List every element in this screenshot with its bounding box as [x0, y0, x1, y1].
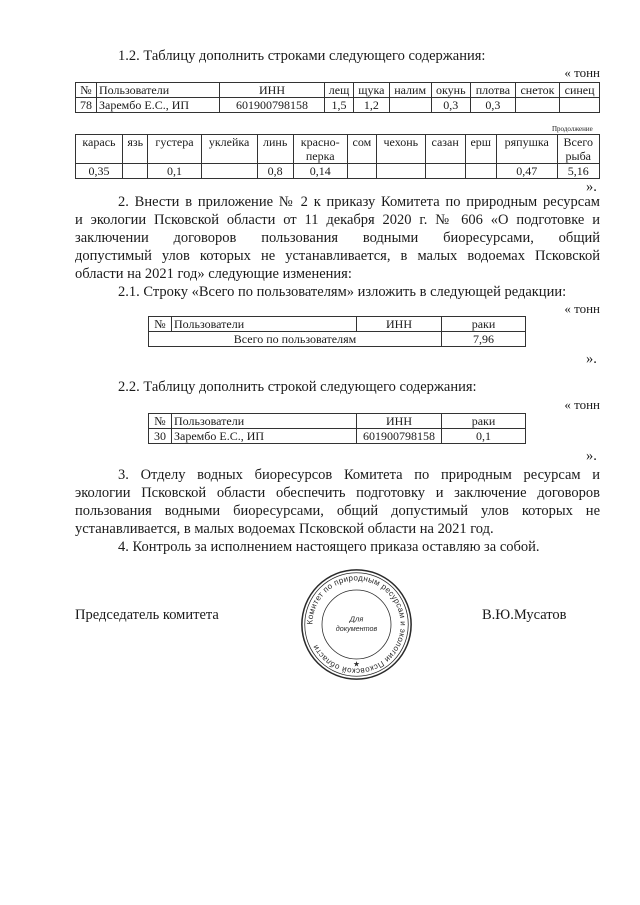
- table-row: [149, 429, 526, 444]
- col-carp: сазан: [425, 135, 465, 164]
- col-blue-bream: синец: [560, 83, 600, 98]
- col-total-fish: Всего рыба: [557, 135, 600, 164]
- table-header-row: [149, 317, 526, 332]
- svg-text:Комитет по природным ресурсам: Комитет по природным ресурсам и экологии Псковской области: [305, 573, 408, 676]
- paragraph-4: 4. Контроль за исполнением настоящего приказа оставляю за собой.: [118, 539, 540, 555]
- col-pike: щука: [354, 83, 390, 98]
- cell: 0,1: [442, 429, 526, 444]
- col-users: Пользователи: [172, 414, 357, 429]
- table-row: [76, 164, 600, 179]
- section-2-1-heading: 2.1. Строку «Всего по пользователям» изложить в следующей редакции:: [118, 284, 567, 300]
- cell: 0,3: [431, 98, 470, 113]
- col-inn: ИНН: [357, 414, 442, 429]
- fish-table-part2: [75, 134, 600, 179]
- table-header-row: [76, 135, 600, 164]
- paragraph-3-line-3: пользования водными биоресурсами, общий допустимый улов которых не: [75, 503, 600, 519]
- col-vendace: ряпушка: [496, 135, 557, 164]
- paragraph-2-line-3: заключении договоров пользования водными биоресурсами, общий: [75, 230, 600, 246]
- cell: [465, 164, 496, 179]
- col-crayfish: раки: [442, 414, 526, 429]
- table-row: [76, 98, 600, 113]
- cell: 30: [149, 429, 172, 444]
- col-tench: линь: [257, 135, 293, 164]
- cell: [515, 98, 559, 113]
- svg-text:документов: документов: [335, 625, 378, 634]
- cell: [376, 164, 425, 179]
- svg-text:Для: Для: [349, 614, 364, 624]
- col-inn: ИНН: [220, 83, 325, 98]
- col-ide: язь: [122, 135, 148, 164]
- col-crucian: карась: [76, 135, 123, 164]
- cell: [389, 98, 431, 113]
- cell: 601900798158: [220, 98, 325, 113]
- paragraph-2-line-4: допустимый улов которых не устанавливается, в малых водоемах Псковской: [75, 248, 600, 264]
- col-sabrefish: чехонь: [376, 135, 425, 164]
- svg-text:★: ★: [353, 659, 360, 669]
- cell: Зарембо Е.С., ИП: [172, 429, 357, 444]
- table-header-row: [76, 83, 600, 98]
- col-bream: лещ: [325, 83, 354, 98]
- paragraph-3-line-2: экологии Псковской области обеспечить подготовку и заключение договоров: [75, 485, 600, 501]
- cell: 1,5: [325, 98, 354, 113]
- col-users: Пользователи: [172, 317, 357, 332]
- total-value-cell: 7,96: [442, 332, 526, 347]
- paragraph-3-line-1: 3. Отделу водных биоресурсов Комитета по природным ресурсам и: [118, 467, 600, 483]
- col-number: №: [76, 83, 97, 98]
- col-rudd: красно- перка: [293, 135, 347, 164]
- col-bleak: уклейка: [201, 135, 257, 164]
- col-users: Пользователи: [97, 83, 220, 98]
- close-quote-1: ».: [586, 179, 597, 195]
- close-quote-3: ».: [586, 448, 597, 464]
- cell: 0,1: [148, 164, 201, 179]
- cell: 0,35: [76, 164, 123, 179]
- col-roach: плотва: [470, 83, 515, 98]
- cell: [122, 164, 148, 179]
- cell: 1,2: [354, 98, 390, 113]
- total-table: [148, 316, 526, 347]
- col-catfish: сом: [347, 135, 376, 164]
- col-burbot: налим: [389, 83, 431, 98]
- table-row: [149, 332, 526, 347]
- continuation-label: Продолжение: [552, 125, 593, 133]
- paragraph-3-line-4: устанавливается, в малых водоемах Псковской области на 2021 год.: [75, 521, 494, 537]
- close-quote-2: ».: [586, 351, 597, 367]
- col-ruffe: ерш: [465, 135, 496, 164]
- cell: Зарембо Е.С., ИП: [97, 98, 220, 113]
- paragraph-2-line-1: 2. Внести в приложение № 2 к приказу Комитета по природным ресурсам: [118, 194, 600, 210]
- signatory-name: В.Ю.Мусатов: [482, 607, 567, 623]
- col-smelt: снеток: [515, 83, 559, 98]
- cell: 0,3: [470, 98, 515, 113]
- cell: [560, 98, 600, 113]
- unit-label-3: « тонн: [564, 397, 600, 412]
- col-number: №: [149, 317, 172, 332]
- table-header-row: [149, 414, 526, 429]
- col-perch: окунь: [431, 83, 470, 98]
- col-silver-bream: густера: [148, 135, 201, 164]
- cell: [347, 164, 376, 179]
- cell: [201, 164, 257, 179]
- col-inn: ИНН: [357, 317, 442, 332]
- cell: 0,47: [496, 164, 557, 179]
- section-2-2-heading: 2.2. Таблицу дополнить строкой следующего содержания:: [118, 379, 477, 395]
- unit-label-1: « тонн: [564, 65, 600, 80]
- cell: 0,8: [257, 164, 293, 179]
- cell: 5,16: [557, 164, 600, 179]
- cell: 601900798158: [357, 429, 442, 444]
- total-label-cell: Всего по пользователям: [149, 332, 442, 347]
- official-stamp: [299, 567, 414, 682]
- addition-table: [148, 413, 526, 444]
- signatory-position: Председатель комитета: [75, 607, 219, 623]
- paragraph-2-line-2: и экологии Псковской области от 11 декабря 2020 г. № 606 «О подготовке и: [75, 212, 600, 228]
- cell: 0,14: [293, 164, 347, 179]
- unit-label-2: « тонн: [564, 301, 600, 316]
- fish-table-part1: [75, 82, 600, 113]
- col-number: №: [149, 414, 172, 429]
- cell: 78: [76, 98, 97, 113]
- col-crayfish: раки: [442, 317, 526, 332]
- cell: [425, 164, 465, 179]
- paragraph-2-line-5: области на 2021 год» следующие изменения:: [75, 266, 352, 282]
- section-1-2-heading: 1.2. Таблицу дополнить строками следующего содержания:: [118, 48, 486, 64]
